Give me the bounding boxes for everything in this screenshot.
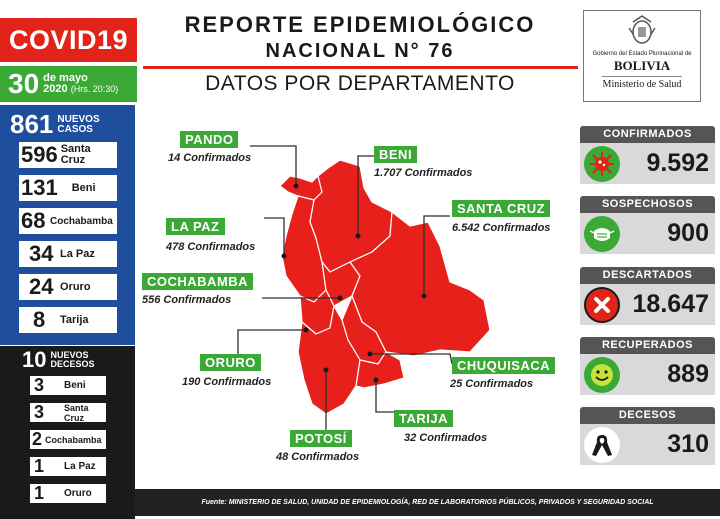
dept-cochabamba-name: COCHABAMBA [142, 273, 253, 290]
dept-chuquisaca-confirmed: 25 Confirmados [450, 378, 534, 390]
date-year: 2020 [43, 83, 68, 95]
death-dept: Santa Cruz [64, 402, 89, 423]
dept-beni-name: BENI [374, 146, 417, 163]
case-count: 24 [29, 274, 54, 299]
death-row [28, 482, 108, 505]
case-dept: Beni [71, 181, 96, 194]
coat-of-arms-icon [627, 14, 657, 46]
stat-descartados [580, 267, 715, 325]
case-dept: La Paz [60, 247, 95, 260]
death-count: 1 [34, 483, 45, 503]
dept-oruro-name: ORURO [200, 354, 261, 371]
ribbon-icon [584, 427, 620, 463]
dept-pando [180, 131, 238, 149]
dept-chuquisaca [452, 357, 555, 375]
mask-icon [584, 216, 620, 252]
source-footer: Fuente: MINISTERIO DE SALUD, UNIDAD DE EPIDEMIOLOGÍA, RED DE LABORATORIOS PÚBLICOS, PRIVADOS Y SEGURIDAD SOCIAL [135, 489, 720, 516]
gov-divider [602, 76, 682, 77]
case-row [17, 272, 119, 302]
report-date [0, 66, 137, 102]
case-count: 34 [29, 241, 54, 266]
dept-tarija-name: TARIJA [394, 410, 453, 427]
stat-label: SOSPECHOSOS [580, 196, 715, 213]
dept-potosi [290, 430, 352, 448]
case-dept: Oruro [60, 280, 91, 293]
dept-la-paz [166, 218, 225, 236]
case-dept: Cochabamba [50, 215, 113, 227]
stat-value: 9.592 [646, 149, 709, 177]
death-count: 3 [34, 402, 45, 422]
stat-recuperados [580, 337, 715, 395]
stat-value: 310 [667, 430, 709, 458]
stat-label: CONFIRMADOS [580, 126, 715, 143]
death-count: 2 [32, 429, 43, 449]
dept-tarija-confirmed: 32 Confirmados [404, 432, 488, 444]
report-title-line2: NACIONAL N° 76 [265, 40, 455, 62]
dept-santa-cruz [452, 200, 550, 218]
new-deaths-panel [0, 346, 135, 519]
stat-confirmados [580, 126, 715, 184]
virus-icon [584, 146, 620, 182]
dept-beni-confirmed: 1.707 Confirmados [374, 167, 473, 179]
death-dept: La Paz [64, 460, 96, 472]
death-row [28, 401, 108, 424]
report-title-line1: REPORTE EPIDEMIOLÓGICO [184, 12, 536, 37]
government-logo [583, 10, 701, 102]
death-dept: Beni [64, 379, 86, 391]
date-month: de mayo [43, 72, 88, 84]
death-dept: Cochabamba [45, 434, 102, 445]
title-divider [143, 66, 578, 69]
death-row [28, 428, 108, 451]
dept-pando-name: PANDO [180, 131, 238, 148]
new-deaths-label-2: DECESOS [50, 359, 95, 369]
stat-value: 18.647 [632, 290, 709, 318]
death-count: 3 [34, 375, 45, 395]
new-deaths-total: 10 [22, 347, 47, 372]
case-row [17, 173, 119, 203]
case-row [17, 206, 119, 236]
case-count: 8 [33, 307, 46, 332]
gov-ministry: Ministerio de Salud [602, 79, 682, 90]
stat-value: 900 [667, 219, 709, 247]
case-row [17, 239, 119, 269]
death-row [28, 455, 108, 478]
stat-decesos [580, 407, 715, 465]
stat-label: DECESOS [580, 407, 715, 424]
dept-cochabamba [142, 273, 253, 291]
case-dept: Santa Cruz [60, 143, 91, 166]
covid19-title: COVID19 [0, 18, 137, 62]
case-count: 68 [21, 208, 46, 233]
dept-cochabamba-confirmed: 556 Confirmados [142, 294, 232, 306]
new-cases-total: 861 [10, 109, 54, 139]
dept-oruro [200, 354, 261, 372]
stat-label: DESCARTADOS [580, 267, 715, 284]
case-count: 131 [21, 175, 58, 200]
cross-icon [584, 287, 620, 323]
new-cases-label-1: NUEVOS [57, 113, 100, 125]
gov-country: BOLIVIA [613, 58, 671, 73]
death-row [28, 374, 108, 397]
new-deaths-label-1: NUEVOS [50, 350, 89, 360]
stat-value: 889 [667, 360, 709, 388]
gov-small-text: Gobierno del Estado Plurinacional de [592, 51, 692, 57]
dept-potosi-confirmed: 48 Confirmados [276, 451, 360, 463]
stat-sospechosos [580, 196, 715, 254]
stat-label: RECUPERADOS [580, 337, 715, 354]
dept-la-paz-confirmed: 478 Confirmados [166, 241, 256, 253]
case-count: 596 [21, 142, 58, 167]
death-count: 1 [34, 456, 45, 476]
dept-pando-confirmed: 14 Confirmados [168, 152, 252, 164]
dept-la-paz-name: LA PAZ [166, 218, 225, 235]
death-dept: Oruro [64, 487, 92, 499]
dept-potosi-name: POTOSÍ [290, 430, 352, 447]
new-cases-label-2: CASOS [57, 123, 93, 135]
smile-icon [584, 357, 620, 393]
case-row [17, 305, 119, 335]
dept-tarija [394, 410, 453, 428]
report-subtitle: DATOS POR DEPARTAMENTO [205, 72, 515, 95]
oruro-leader [238, 330, 306, 354]
dept-beni [374, 146, 417, 164]
dept-santa-cruz-confirmed: 6.542 Confirmados [452, 222, 551, 234]
case-row [17, 140, 119, 170]
dept-chuquisaca-name: CHUQUISACA [452, 357, 555, 374]
date-time: (Hrs. 20:30) [70, 84, 119, 94]
dept-oruro-confirmed: 190 Confirmados [182, 376, 272, 388]
date-day: 30 [8, 68, 40, 99]
la-paz-leader [264, 218, 284, 256]
dept-santa-cruz-name: SANTA CRUZ [452, 200, 550, 217]
new-cases-panel [0, 105, 135, 345]
case-dept: Tarija [60, 313, 89, 326]
